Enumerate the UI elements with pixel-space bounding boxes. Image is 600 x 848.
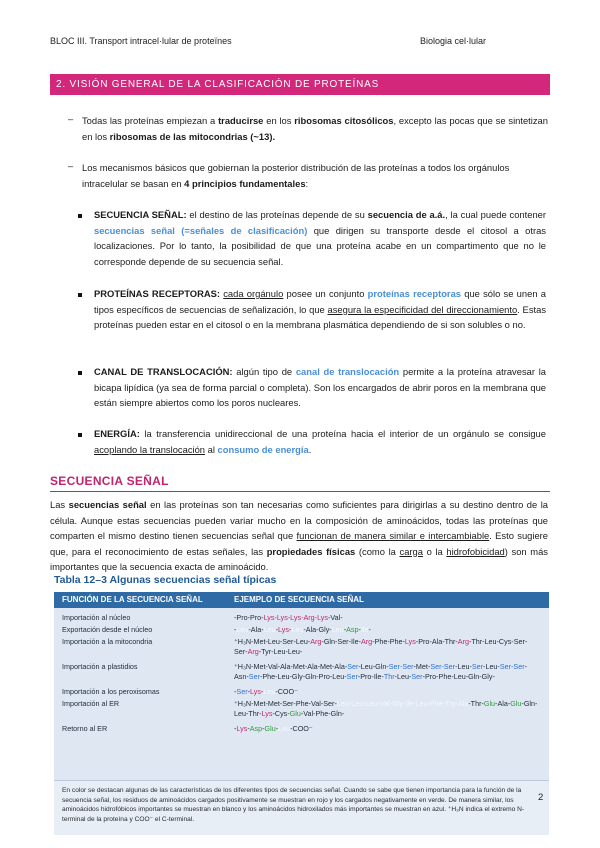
intro-paragraph-1: Todas las proteínas empiezan a traducirse en los ribosomas citosólicos, excepto las pocas que se sintetizan en los ribosomas de las mitocondrias (~13). <box>82 115 548 142</box>
table-row-label: Importación al ER <box>62 699 120 708</box>
principle-secuencia-senal: SECUENCIA SEÑAL: el destino de las proteínas depende de su secuencia de a.á., la cual puede contener secuencias señal (=señales de clasificación) que dirigen su transporte desde el citosol a otras localizaciones. Por lo tanto, la posibilidad de que una proteína acabe en un compartimento que no le corresponde depende de su secuencia señal. <box>94 209 546 267</box>
table-footnote-text: En color se destacan algunas de las características de los diferentes tipos de secuencias señal. Cuando se sabe que tienen importancia para la función de la secuencia señal, los residuos de aminoácidos cargados positivamente se muestran en rojo y los cargados negativamente en verde. De manera similar, los aminoácidos hidrofóbicos importantes se muestran en blanco y los aminoácidos hidroxilados más importantes se muestran en azul. ⁺H₃N indica el extremo N-terminal de la proteína y COO⁻ el C-terminal. <box>62 787 525 823</box>
table-row-sequence: ⁺H₃N-Met-Val-Ala-Met-Ala-Met-Ala-Ser-Leu-Gln-Ser-Ser-Met-Ser-Ser-Leu-Ser-Leu-Ser-Ser-Asn-Ser-Phe-Leu-Gly-Gln-Pro-Leu-Ser-Pro-Ile-Thr-Leu-Ser-Pro-Phe-Leu-Gln-Gly- <box>234 662 527 681</box>
section-title: SECUENCIA SEÑAL <box>50 474 169 488</box>
header-right: Biologia cel·lular <box>420 36 487 46</box>
principle-proteinas-receptoras: PROTEÍNAS RECEPTORAS: cada orgánulo posee un conjunto proteínas receptoras que sólo se unen a tipos específicos de secuencias de señalización, lo que asegura la especificidad del direccionamiento. Estas proteínas pueden estar en el citosol o en la membrana plasmática dependiendo de si son solubles o no. <box>94 288 547 330</box>
principle-canal-translocacion: CANAL DE TRANSLOCACIÓN: algún tipo de canal de translocación permite a la proteína atravesar la bicapa lipídica (ya sea de forma parcial o completa). Son los encargados de abrir poros en la membrana que están siempre abiertos como los poros nucleares. <box>94 366 546 408</box>
dash-bullet: – <box>68 113 74 124</box>
table-col-function: FUNCIÓN DE LA SECUENCIA SEÑAL <box>62 595 203 604</box>
banner-title: 2. VISIÓN GENERAL DE LA CLASIFICACIÓN DE PROTEÍNAS <box>56 79 380 90</box>
intro-paragraph-2: Los mecanismos básicos que gobiernan la posterior distribución de las proteínas a todos los orgánulos intracelular se basan en 4 principios fundamentales: <box>82 162 510 189</box>
table-row-sequence: -Pro-Pro-Lys-Lys-Lys-Arg-Lys-Val- <box>234 613 343 622</box>
table-row-sequence: -Leu-Ala-Leu-Lys-Leu-Ala-Gly-Leu-Asp-Ile- <box>234 625 371 634</box>
dash-bullet: – <box>68 160 74 171</box>
square-bullet <box>78 371 82 375</box>
principle-energia: ENERGÍA: la transferencia unidireccional de una proteína hacia el interior de un orgánulo se consigue acoplando la translocación al consumo de energía. <box>94 428 546 455</box>
header-left: BLOC III. Transport intracel·lular de proteïnes <box>50 36 232 46</box>
table-row-label: Importación al núcleo <box>62 613 131 622</box>
table-title: Tabla 12–3 Algunas secuencias señal típicas <box>54 574 277 586</box>
table-col-example: EJEMPLO DE SECUENCIA SEÑAL <box>234 595 364 604</box>
table-header <box>54 592 549 608</box>
table-row-label: Importación a la mitocondria <box>62 637 153 646</box>
square-bullet <box>78 433 82 437</box>
table-row-sequence: -Ser-Lys-Leu-COO⁻ <box>234 687 298 696</box>
section-divider <box>50 491 550 492</box>
table-row-label: Retorno al ER <box>62 724 108 733</box>
table-row-sequence: ⁺H₃N-Met-Met-Ser-Phe-Val-Ser-Leu-Leu-Leu-Val-Gly-Ile-Leu-Phe-Trp-Ala-Thr-Glu-Ala-Glu-Gln-Leu-Thr-Lys-Cys-Glu-Val-Phe-Gln- <box>234 699 538 718</box>
table-row-label: Importación a plastidios <box>62 662 138 671</box>
table-row-label: Importación a los peroxisomas <box>62 687 160 696</box>
signal-sequence-table <box>54 592 549 834</box>
table-row-sequence: ⁺H₃N-Met-Leu-Ser-Leu-Arg-Gln-Ser-Ile-Arg-Phe-Phe-Lys-Pro-Ala-Thr-Arg-Thr-Leu-Cys-Ser-Ser-Arg-Tyr-Leu-Leu- <box>234 637 528 656</box>
table-footnote <box>54 780 549 835</box>
page-number: 2 <box>538 792 544 803</box>
table-row-sequence: -Lys-Asp-Glu-Leu-COO⁻ <box>234 724 313 733</box>
section-paragraph: Las secuencias señal en las proteínas son tan necesarias como suficientes para dirigirlas a su destino dentro de la célula. Aunque estas secuencias pueden variar mucho en la composición de aminoácidos, todas las proteínas que comparten el mismo destino tienen secuencias señal que funcionan de manera similar e intercambiable. Esto sugiere que, para el reconocimiento de estas señales, las propiedades físicas (como la carga o la hidrofobicidad) son más importantes que la secuencia exacta de aminoácido. <box>50 499 549 572</box>
section-banner <box>50 74 550 95</box>
square-bullet <box>78 214 82 218</box>
square-bullet <box>78 293 82 297</box>
table-row-label: Exportación desde el núcleo <box>62 625 153 634</box>
